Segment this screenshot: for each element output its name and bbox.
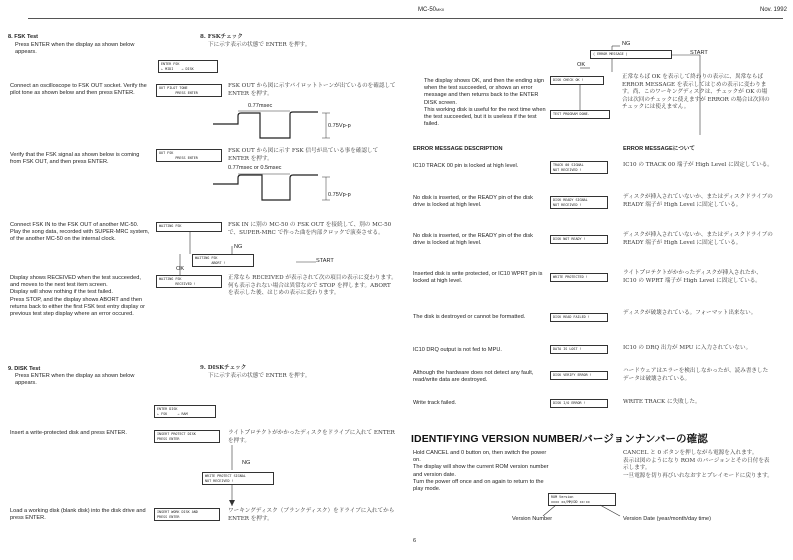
error-row-2-jp: ディスクが挿入されていないか、またはディスクドライブの READY 端子が High Level に固定している。: [623, 194, 773, 208]
label-start-right: START: [690, 50, 708, 56]
lcd-rom-version: ROM Version xxxx xx/MM/DD xx:xx: [548, 493, 616, 506]
page-number: 6: [413, 538, 417, 544]
lcd-abort: WAITING FSK ABORT !: [192, 254, 254, 267]
label-ng-right: NG: [622, 41, 631, 47]
lcd-insert-protect: INSERT PROTECT DISK PRESS ENTER: [154, 430, 220, 443]
osc-en-text: Connect an oscilloscope to FSK OUT socket. Verify the pilot tone as shown below and then press ENTER.: [10, 83, 147, 97]
wave2-period-label: 0.77msec or 0.5msec: [228, 165, 282, 171]
ok-en-text: The display shows OK, and then the ending sign when the test succeeded, or shows an error message and then returns back to the ENTER DISK screen. This working disk is useful for the next time when the test succeeded, but it is useless if the test failed.: [424, 78, 546, 128]
error-row-5-en: The disk is destroyed or cannot be formatted.: [413, 314, 526, 320]
error-row-1-en: IC10 TRACK 00 pin is locked at high level.: [413, 163, 519, 169]
label-ok-fsk: OK: [176, 266, 185, 272]
lcd-test-program-done: TEST PROGRAM DONE.: [550, 110, 610, 119]
lcd-waiting-fsk: WAITING FSK: [156, 222, 222, 232]
fsk-en-text: Press ENTER when the display as shown below appears.: [15, 42, 135, 56]
wave2-amplitude: 0.75Vp-p: [328, 192, 351, 198]
version-pointer-lines: [0, 0, 1, 1]
disk-en-text: Press ENTER when the display as shown below appears.: [15, 373, 135, 387]
header-rule: [28, 18, 783, 19]
error-row-2-en: No disk is inserted, or the READY pin of the disk drive is locked at high level.: [413, 195, 533, 209]
osc-jp-text: FSK OUT から図に示すパイロットトーンが出ているのを確認して ENTER を押す。: [228, 83, 396, 97]
load-jp-text: ワーキングディスク（ブランクディスク）をドライブに入れてから ENTER を押す。: [228, 508, 395, 522]
error-row-1-lcd: TRACK 00 SIGNAL NOT RECEIVED !: [550, 161, 608, 174]
label-ng-fsk: NG: [234, 244, 243, 250]
disk-jp-title: 9. DISKチェック: [200, 365, 247, 371]
error-row-5-lcd: DISK READ FAILED !: [550, 313, 608, 322]
version-en-text: Hold CANCEL and 0 button on, then switch the power on. The display will show the current ROM version number and version date. Turn the power off once and on again to return to the play mode.: [413, 450, 549, 493]
error-row-8-lcd: DISK I/O ERROR !: [550, 399, 608, 408]
error-row-7-en: Although the hardware does not detect any fault, read/write data are destroyed.: [413, 370, 534, 384]
lcd-write-protect: WRITE PROTECT SIGNAL NOT RECEIVED !: [202, 472, 274, 485]
label-start-fsk: START: [316, 258, 334, 264]
error-row-7-jp: ハードウェアはエラーを検出しなかったが、読み書きしたデータは破壊されている。: [623, 368, 769, 382]
wave1-amplitude: 0.75Vp-p: [328, 123, 351, 129]
lcd-enter-fsk: ENTER FSK ← MIDI → DISK: [158, 60, 218, 73]
label-ok-right: OK: [577, 62, 586, 68]
wave1-period-label: 0.77msec: [248, 103, 273, 109]
lcd-error-message: ( ERROR MESSAGE ): [590, 50, 672, 59]
error-row-6-en: IC10 DRQ output is not fed to MPU.: [413, 347, 502, 353]
ok-jp-text: 正常ならば OK を表示して終わりの表示に、異常ならば ERROR MESSAGE を表示してはじめの表示に変わります。尚、このワーキングディスクは、チェックが OK の場合は次回のチェックに使えますが ERROR の場合は次回のチェックには使えません。: [622, 74, 770, 111]
connect-en-text: Connect FSK IN to the FSK OUT of another MC-50. Play the song data, recorded with SUPER-MRC system, of the another MC-50 on the internal clock.: [10, 222, 150, 243]
verify-en-text: Verify that the FSK signal as shown below is coming from FSK OUT, and then press ENTER.: [10, 152, 140, 166]
error-row-3-en: No disk is inserted, or the READY pin of the disk drive is locked at high level.: [413, 233, 533, 247]
label-ng-disk: NG: [242, 460, 251, 466]
error-row-4-en: Inserted disk is write protected, or IC10 WPRT pin is locked at high level.: [413, 271, 543, 285]
label-version-date: Version Date (year/month/day time): [623, 516, 711, 522]
disk-en-title: 9. DISK Test: [8, 366, 41, 372]
page-header-date: Nov. 1992: [760, 7, 787, 13]
error-heading-en: ERROR MESSAGE DESCRIPTION: [413, 146, 503, 152]
connect-jp-text: FSK IN に別の MC-50 の FSK OUT を接続して、別の MC-50 で、SUPER-MRC で作った曲を内部クロックで演奏させる。: [228, 222, 392, 236]
error-row-4-jp: ライトプロテクトがかかったディスクが挿入されたか、IC10 の WPRT 端子が High Level に固定している。: [623, 270, 762, 284]
error-heading-jp: ERROR MESSAGEについて: [623, 146, 695, 152]
error-row-6-jp: IC10 の DRQ 出力が MPU に入力されていない。: [623, 345, 752, 351]
error-row-8-jp: WRITE TRACK に失敗した。: [623, 399, 701, 405]
fsk-jp-title: 8. FSKチェック: [200, 34, 243, 40]
display-jp-text: 正常なら RECEIVED が表示されて次の項目の表示に変わります。 何も表示されない場合は異常なので STOP を押します。ABORT を表示した後、はじめの表示に変わります。: [228, 275, 397, 297]
lcd-enter-disk: ENTER DISK ← FSK → RAM: [154, 405, 216, 418]
fsk-jp-text: 下に示す表示の状態で ENTER を押す。: [208, 42, 311, 48]
lcd-received: WAITING FSK RECEIVED !: [156, 275, 222, 288]
error-row-1-jp: IC10 の TRACK 00 端子が High Level に固定している。: [623, 162, 773, 168]
version-title: IDENTIFYING VERSION NUMBER/バージョンナンバーの確認: [411, 433, 708, 445]
error-row-6-lcd: DATA IS LOST !: [550, 345, 608, 354]
lcd-out-fsk: OUT FSK PRESS ENTER: [156, 149, 222, 162]
version-jp-text: CANCEL と 0 ボタンを押しながら電源を入れます。 表示は図のようになり ROM のバージョンとその日付を表示します。 一旦電源を切り再びいれなおすとプレイモードに戻ります。: [623, 450, 773, 479]
insert-jp-text: ライトプロテクトがかかったディスクをドライブに入れて ENTER を押す。: [228, 430, 395, 444]
page-header-model: MC-50MKII: [418, 7, 445, 13]
disk-jp-text: 下に示す表示の状態で ENTER を押す。: [208, 373, 311, 379]
lcd-disk-check-ok: DISK CHECK OK !: [550, 76, 604, 85]
error-row-7-lcd: DISK VERIFY ERROR !: [550, 371, 608, 380]
verify-jp-text: FSK OUT から図に示す FSK 信号が出ている事を確認して ENTER を押す。: [228, 148, 379, 162]
error-row-2-lcd: DISK READY SIGNAL NOT RECEIVED !: [550, 196, 608, 209]
display-en-text: Display shows RECEIVED when the test succeeded, and moves to the next test item screen. Display will show nothing if the test failed. Press STOP, and the display shows ABORT and then returns back to either the first FSK test entry display or previous test step display where an error occured.: [10, 275, 145, 318]
error-row-3-lcd: DISK NOT READY !: [550, 235, 608, 244]
error-row-4-lcd: WRITE PROTECTED !: [550, 273, 608, 282]
load-en-text: Load a working disk (blank disk) into the disk drive and press ENTER.: [10, 508, 146, 522]
fsk-en-title: 8. FSK Test: [8, 34, 39, 40]
label-version-number: Version Number: [512, 516, 553, 522]
lcd-pilot-tone: OUT PILOT TONE PRESS ENTER: [156, 84, 222, 97]
error-row-5-jp: ディスクが破壊されている。フォーマット出来ない。: [623, 310, 757, 316]
insert-en-text: Insert a write-protected disk and press ENTER.: [10, 430, 127, 436]
error-row-8-en: Write track failed.: [413, 400, 457, 406]
lcd-insert-work: INSERT WORK DISK AND PRESS ENTER: [154, 508, 220, 521]
error-row-3-jp: ディスクが挿入されていないか、またはディスクドライブの READY 端子が High Level に固定している。: [623, 232, 773, 246]
